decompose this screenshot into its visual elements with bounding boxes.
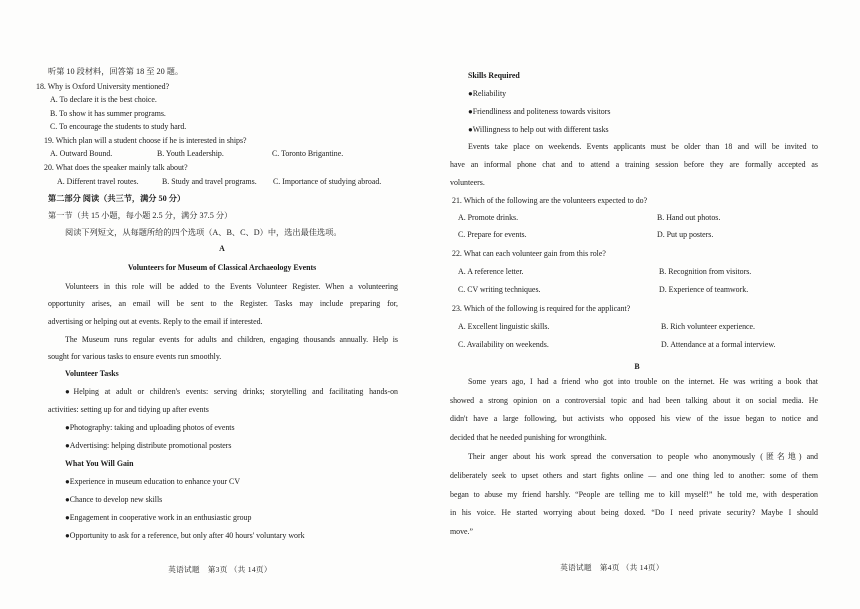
events-paragraph-line: Events take place on weekends. Events applicants must be older than 18 and will be invited to bbox=[468, 142, 818, 151]
question-20-option-a: A. Different travel routes. bbox=[57, 177, 139, 186]
paragraph-1-line: Volunteers in this role will be added to the Events Volunteer Register. When a volunteering bbox=[65, 282, 398, 291]
passage-b-paragraph-1-line: didn't have a large following, but activists who opposed his view of the issue began to notice and bbox=[450, 414, 818, 423]
question-18-stem: 18. Why is Oxford University mentioned? bbox=[36, 82, 170, 91]
passage-b-paragraph-1-line: decided that he needed punishing for wrongthink. bbox=[450, 433, 607, 442]
skills-required-heading: Skills Required bbox=[468, 71, 520, 80]
question-21-option-d: D. Put up posters. bbox=[657, 230, 714, 239]
question-20-option-b: B. Study and travel programs. bbox=[162, 177, 257, 186]
question-18-option-a: A. To declare it is the best choice. bbox=[50, 95, 157, 104]
task-item-helping-continued: activities: setting up for and tidying up after events bbox=[48, 405, 209, 414]
question-19-option-b: B. Youth Leadership. bbox=[157, 149, 224, 158]
what-you-will-gain-heading: What You Will Gain bbox=[65, 459, 134, 468]
question-22-option-d: D. Experience of teamwork. bbox=[659, 285, 749, 294]
skill-item-reliability: ●Reliability bbox=[468, 89, 507, 98]
paragraph-2-line: The Museum runs regular events for adults and children, engaging thousands annually. Help is bbox=[65, 335, 398, 344]
volunteer-tasks-heading: Volunteer Tasks bbox=[65, 369, 119, 378]
page-footer-right: 英语试题 第4页 （共 14页） bbox=[560, 563, 664, 572]
listening-instruction: 听第 10 段材料，回答第 18 至 20 题。 bbox=[48, 67, 184, 76]
paragraph-1-line: opportunity arises, an email will be sent to the Register. Tasks may include preparing for, bbox=[48, 299, 398, 308]
task-item-photography: ●Photography: taking and uploading photos of events bbox=[65, 423, 235, 432]
passage-b-paragraph-1-line: Some years ago, I had a friend who got into trouble on the internet. He was writing a book that bbox=[468, 377, 818, 386]
passage-a-title: Volunteers for Museum of Classical Archaeology Events bbox=[127, 263, 317, 272]
passage-b-paragraph-2-line: in his voice. He started worrying about being doxed. “Do I need private security? Maybe I should bbox=[450, 508, 818, 517]
question-23-stem: 23. Which of the following is required for the applicant? bbox=[452, 304, 631, 313]
question-23-option-a: A. Excellent linguistic skills. bbox=[458, 322, 550, 331]
skill-item-willingness: ●Willingness to help out with different tasks bbox=[468, 125, 609, 134]
question-23-option-b: B. Rich volunteer experience. bbox=[661, 322, 755, 331]
reading-instruction: 阅读下列短文，从每题所给的四个选项（A、B、C、D）中，选出最佳选项。 bbox=[65, 228, 342, 237]
gain-item-skills: ●Chance to develop new skills bbox=[65, 495, 163, 504]
passage-a-label: A bbox=[219, 244, 225, 253]
question-19-option-c: C. Toronto Brigantine. bbox=[272, 149, 344, 158]
task-item-advertising: ●Advertising: helping distribute promotional posters bbox=[65, 441, 232, 450]
passage-b-paragraph-2-line: began to abuse my friend harshly. “People are telling me to kill myself!” he told me, with desperation bbox=[450, 490, 818, 499]
question-23-option-d: D. Attendance at a formal interview. bbox=[661, 340, 776, 349]
gain-item-experience: ●Experience in museum education to enhance your CV bbox=[65, 477, 241, 486]
passage-b-paragraph-2-line: move.” bbox=[450, 527, 474, 536]
part-two-heading: 第二部分 阅读（共三节，满分 50 分） bbox=[48, 194, 186, 203]
gain-item-engagement: ●Engagement in cooperative work in an enthusiastic group bbox=[65, 513, 252, 522]
question-20-option-c: C. Importance of studying abroad. bbox=[273, 177, 382, 186]
question-19-option-a: A. Outward Bound. bbox=[50, 149, 113, 158]
page-footer-left: 英语试题 第3页 （共 14页） bbox=[168, 565, 272, 574]
question-18-option-b: B. To show it has summer programs. bbox=[50, 109, 166, 118]
paragraph-1-line: advertising or helping out at events. Reply to the email if interested. bbox=[48, 317, 263, 326]
question-21-option-b: B. Hand out photos. bbox=[657, 213, 721, 222]
question-21-option-a: A. Promote drinks. bbox=[458, 213, 519, 222]
section-one-heading: 第一节（共 15 小题，每小题 2.5 分，满分 37.5 分） bbox=[48, 211, 233, 220]
gain-item-reference: ●Opportunity to ask for a reference, but only after 40 hours' voluntary work bbox=[65, 531, 305, 540]
question-23-option-c: C. Availability on weekends. bbox=[458, 340, 549, 349]
question-18-option-c: C. To encourage the students to study hard. bbox=[50, 122, 187, 131]
passage-b-label: B bbox=[634, 362, 640, 371]
question-22-stem: 22. What can each volunteer gain from this role? bbox=[452, 249, 606, 258]
passage-b-paragraph-2-line: Their anger about his work spread the conversation to people who anonymously (匿名地) and bbox=[468, 452, 818, 461]
passage-b-paragraph-1-line: showed a strong opinion on a controversial topic and had been talking about it on social media. He bbox=[450, 396, 818, 405]
passage-b-paragraph-2-line: deliberately seek to upset others and start fights online — and one thing led to another: some of them bbox=[450, 471, 818, 480]
events-paragraph-line: have an informal phone chat and to attend a training session before they are formally accepted as bbox=[450, 160, 818, 169]
question-19-stem: 19. Which plan will a student choose if he is interested in ships? bbox=[44, 136, 247, 145]
events-paragraph-line: volunteers. bbox=[450, 178, 485, 187]
question-22-option-c: C. CV writing techniques. bbox=[458, 285, 541, 294]
question-22-option-a: A. A reference letter. bbox=[458, 267, 524, 276]
question-22-option-b: B. Recognition from visitors. bbox=[659, 267, 752, 276]
question-20-stem: 20. What does the speaker mainly talk about? bbox=[44, 163, 188, 172]
task-item-helping: ●Helping at adult or children's events: serving drinks; storytelling and facilitating hands-on bbox=[65, 387, 398, 396]
skill-item-friendliness: ●Friendliness and politeness towards visitors bbox=[468, 107, 611, 116]
question-21-option-c: C. Prepare for events. bbox=[458, 230, 527, 239]
paragraph-2-line: sought for various tasks to ensure events run smoothly. bbox=[48, 352, 222, 361]
question-21-stem: 21. Which of the following are the volunteers expected to do? bbox=[452, 196, 648, 205]
